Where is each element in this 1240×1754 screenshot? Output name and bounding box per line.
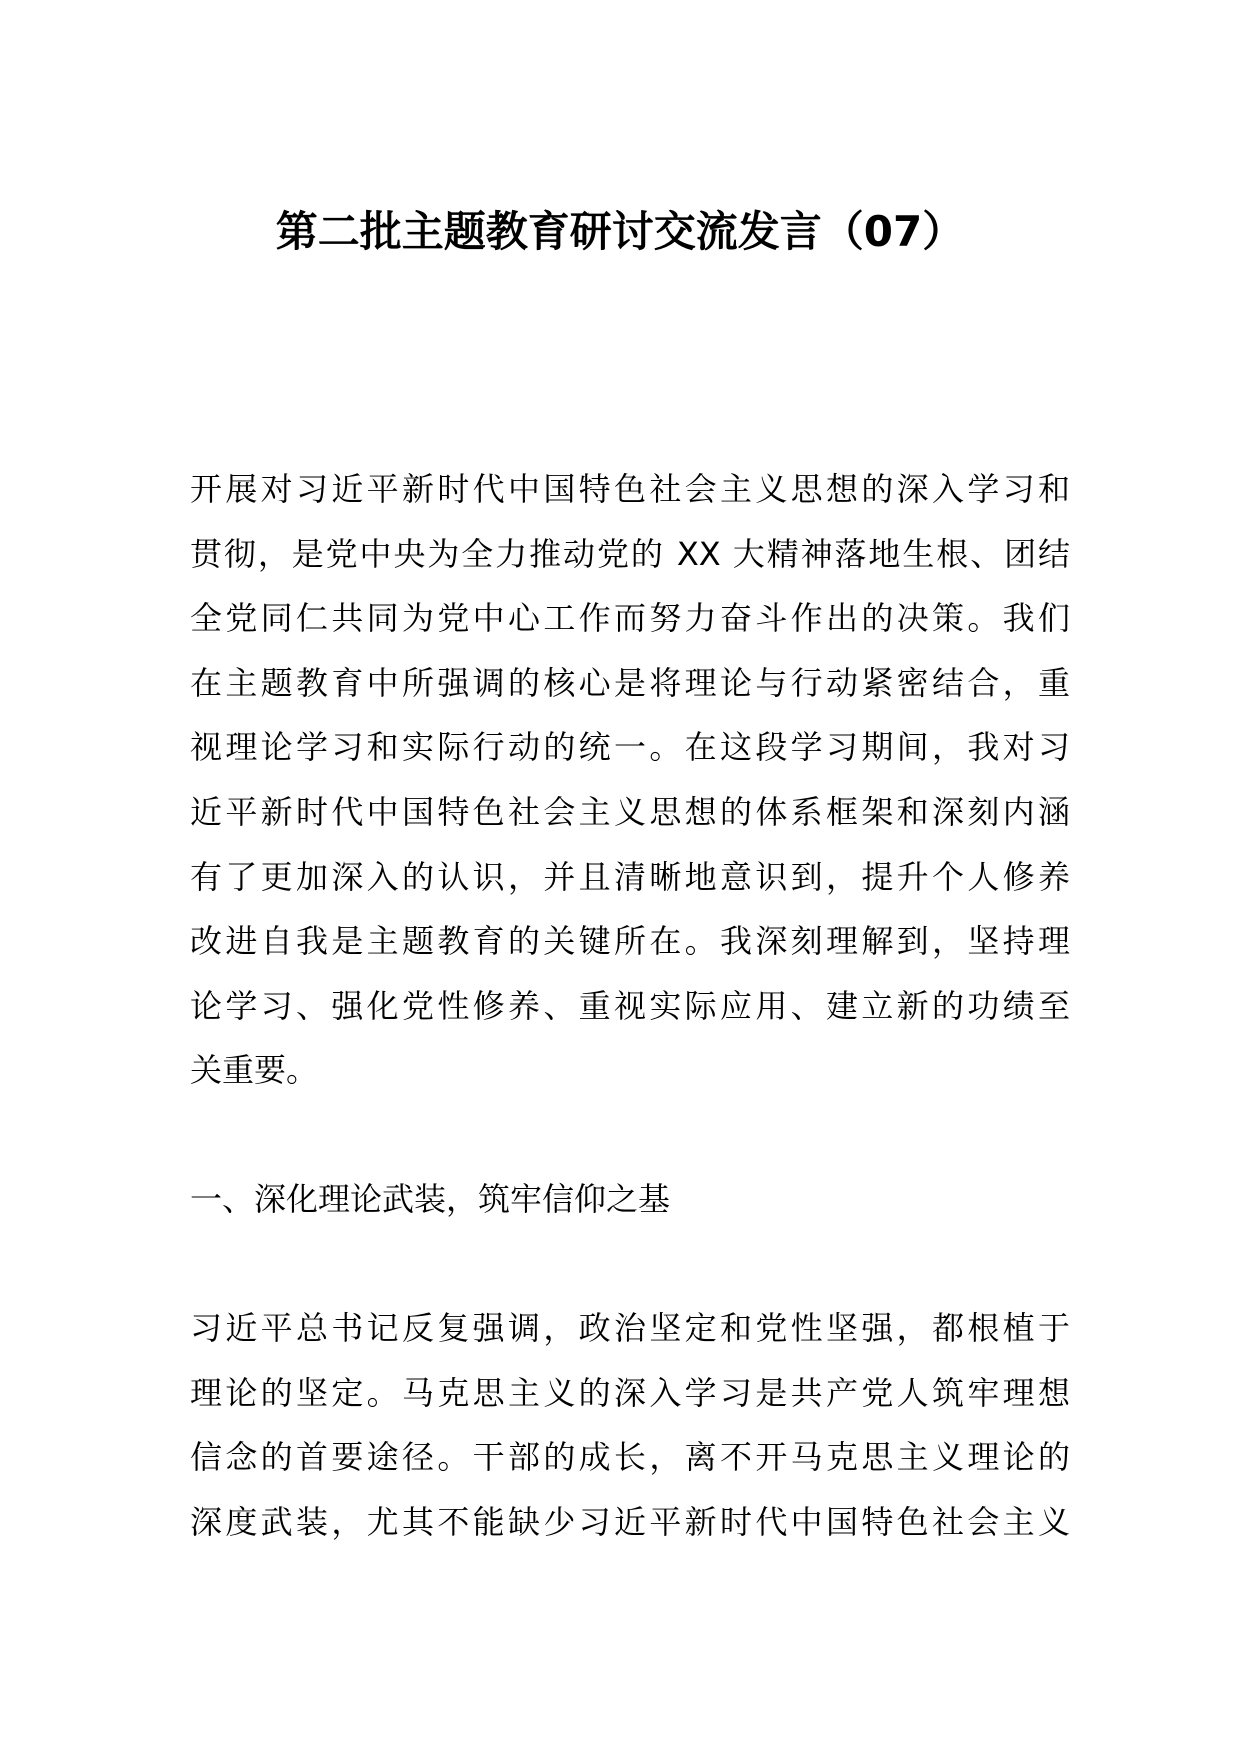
document-title: 第二批主题教育研讨交流发言（07） — [275, 207, 965, 256]
paragraph-line: 视理论学习和实际行动的统一。在这段学习期间，我对习 — [190, 728, 1070, 767]
paragraph-line: 理论的坚定。马克思主义的深入学习是共产党人筑牢理想 — [190, 1373, 1070, 1412]
paragraph-line: 有了更加深入的认识，并且清晰地意识到，提升个人修养 — [190, 857, 1070, 896]
paragraph-line: 关重要。 — [190, 1051, 319, 1090]
paragraph-line: 在主题教育中所强调的核心是将理论与行动紧密结合，重 — [190, 663, 1070, 702]
paragraph-line: 论学习、强化党性修养、重视实际应用、建立新的功绩至 — [190, 986, 1070, 1025]
paragraph-line: 全党同仁共同为党中心工作而努力奋斗作出的决策。我们 — [190, 599, 1070, 638]
body-paragraph — [190, 1296, 1070, 1554]
intro-paragraph — [190, 457, 1070, 1103]
paragraph-line: 近平新时代中国特色社会主义思想的体系框架和深刻内涵 — [190, 792, 1070, 831]
section-heading — [190, 1167, 1070, 1232]
paragraph-line: 开展对习近平新时代中国特色社会主义思想的深入学习和 — [190, 470, 1070, 508]
paragraph-line: 改进自我是主题教育的关键所在。我深刻理解到，坚持理 — [190, 922, 1070, 961]
paragraph-line: 贯彻，是党中央为全力推动党的 XX 大精神落地生根、团结 — [190, 534, 1070, 573]
paragraph-line: 习近平总书记反复强调，政治坚定和党性坚强，都根植于 — [190, 1309, 1070, 1347]
section-heading-text: 一、深化理论武装，筑牢信仰之基 — [190, 1180, 671, 1218]
paragraph-line: 深度武装，尤其不能缺少习近平新时代中国特色社会主义 — [190, 1502, 1070, 1541]
paragraph-line: 信念的首要途径。干部的成长，离不开马克思主义理论的 — [190, 1438, 1070, 1477]
